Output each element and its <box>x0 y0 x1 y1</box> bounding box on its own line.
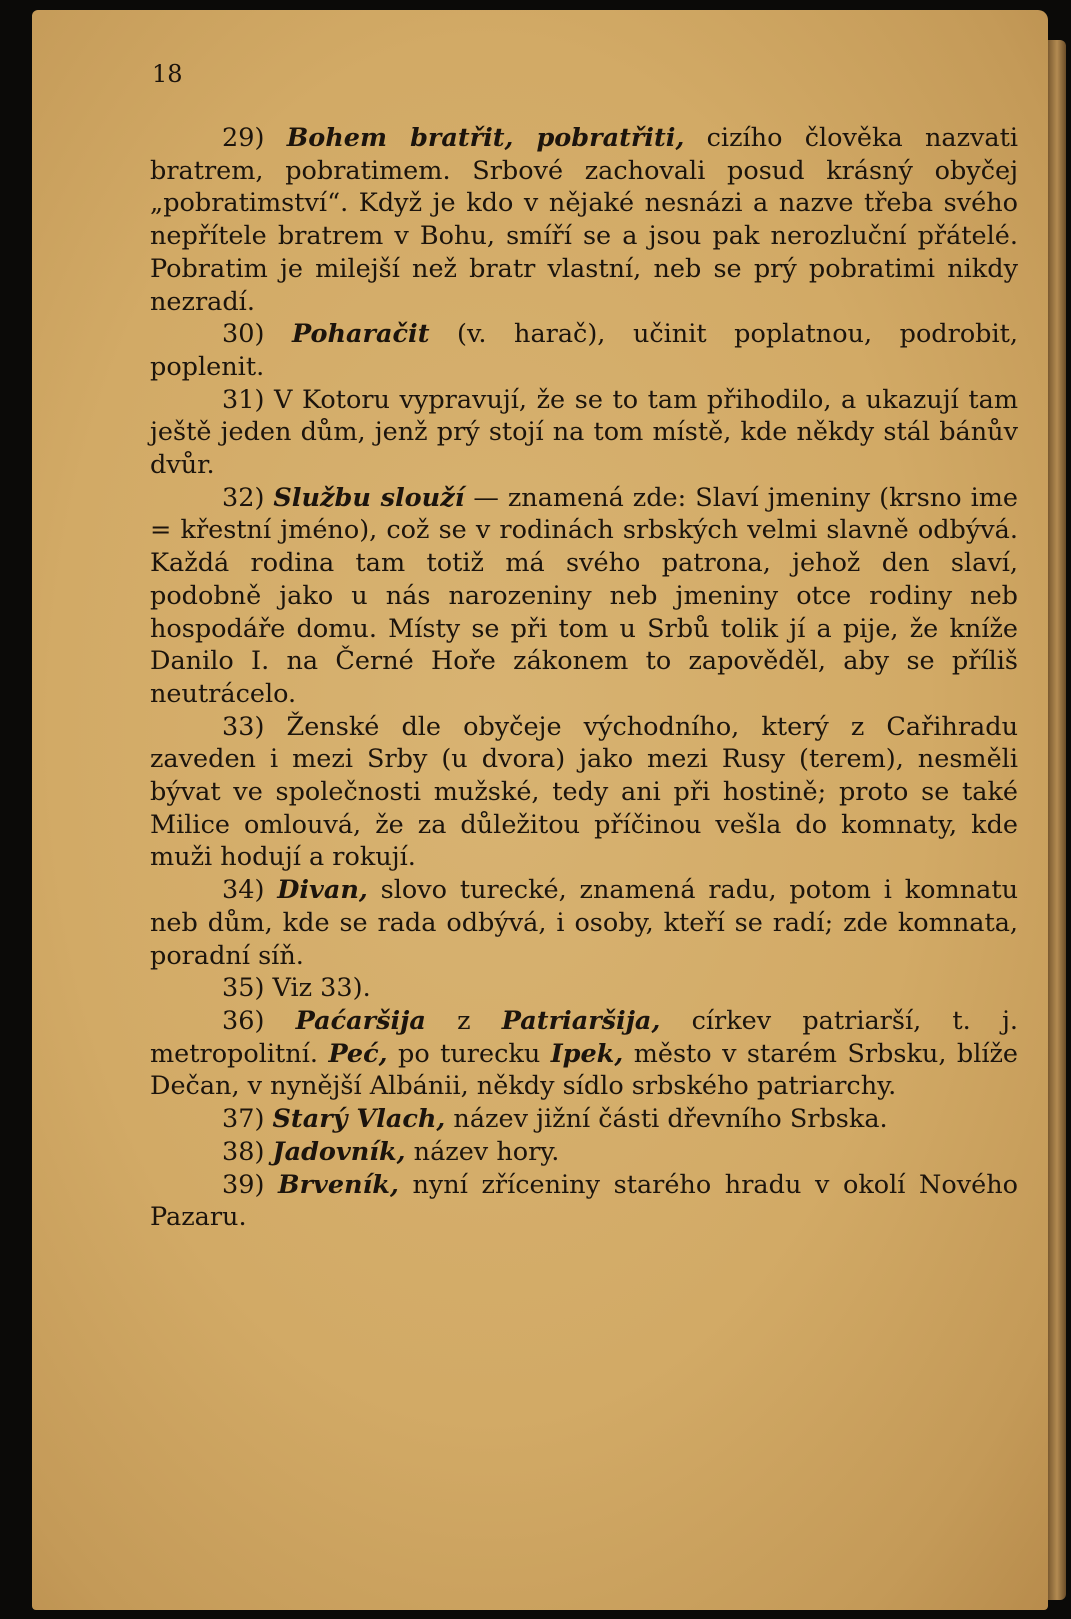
note-term: Jadovník, <box>272 1136 406 1167</box>
note-term: Službu slouží <box>273 482 465 513</box>
note-39 <box>150 1169 1018 1234</box>
note-body: po turecku <box>398 1038 541 1069</box>
note-term: Poharačit <box>291 319 430 350</box>
note-34 <box>150 874 1018 972</box>
note-29 <box>150 122 1018 318</box>
note-31 <box>150 384 1018 482</box>
note-33 <box>150 711 1018 875</box>
note-37 <box>150 1103 1018 1136</box>
note-number: 33) <box>222 711 265 742</box>
page-number: 18 <box>152 60 183 88</box>
note-body: V Kotoru vypravují, že se to tam přihodilo, a ukazují tam ještě jeden dům, jenž prý stojí na tom místě, kde někdy stál bánův dvůr. <box>150 384 1019 481</box>
note-body: město v starém Srbsku, blíže Dečan, v nynější Albánii, někdy sídlo srbského patriarchy. <box>150 1038 1019 1102</box>
note-number: 39) <box>222 1169 265 1200</box>
note-body: — znamená zde: Slaví jmeniny (krsno ime = křestní jméno), což se v rodinách srbských velmi slavně odbývá. Každá rodina tam totiž má svého patrona, jehož den slaví, podobně jako u nás narozeniny neb jmeniny otce rodiny neb hospodáře domu. Místy se při tom u Srbů tolik jí a pije, že kníže Danilo I. na Černé Hoře zákonem to zapověděl, aby se příliš neutrácelo. <box>150 482 1019 709</box>
note-term: Paćaršija <box>295 1005 426 1036</box>
book-page <box>32 10 1048 1610</box>
note-body: slovo turecké, znamená radu, potom i komnatu neb dům, kde se rada odbývá, i osoby, kteří se radí; zde komnata, poradní síň. <box>150 875 1019 971</box>
note-number: 30) <box>222 319 265 350</box>
note-number: 37) <box>222 1104 265 1135</box>
note-body: církev patriarší, t. j. metropolitní. <box>150 1005 1019 1069</box>
note-body: nyní zříceniny starého hradu v okolí Nového Pazaru. <box>150 1169 1018 1233</box>
note-body: cizího člověka nazvati bratrem, pobratimem. Srbové zachovali posud krásný obyčej „pobratimství“. Když je kdo v nějaké nesnázi a nazve třeba svého nepřítele bratrem v Bohu, smíří se a jsou pak nerozluční přátelé. Pobratim je milejší než bratr vlastní, neb se prý pobratimi nikdy nezradí. <box>150 123 1019 317</box>
note-30 <box>150 318 1018 383</box>
note-body: název hory. <box>413 1136 560 1167</box>
note-number: 38) <box>222 1136 265 1167</box>
note-term: Ipek, <box>550 1038 624 1069</box>
note-term: Peć, <box>328 1038 388 1069</box>
notes-text <box>150 122 1018 1234</box>
note-number: 29) <box>222 123 265 153</box>
note-body: z <box>457 1005 471 1036</box>
note-body: název jižní části dřevního Srbska. <box>453 1104 888 1135</box>
note-35 <box>150 972 1018 1005</box>
note-38 <box>150 1136 1018 1169</box>
note-number: 31) <box>222 384 265 415</box>
note-term: Bohem bratřit, pobratřiti, <box>286 123 685 153</box>
note-body: Ženské dle obyčeje východního, který z Cařihradu zaveden i mezi Srby (u dvora) jako mezi Rusy (terem), nesměli bývat ve společnosti mužské, tedy ani při hostině; proto se také Milice omlouvá, že za důležitou příčinou vešla do komnaty, kde muži hodují a rokují. <box>150 711 1018 873</box>
note-body: Viz 33). <box>272 973 371 1004</box>
note-body: (v. harač), učinit poplatnou, podrobit, poplenit. <box>150 319 1019 382</box>
note-number: 35) <box>222 973 265 1004</box>
note-term: Starý Vlach, <box>272 1104 446 1135</box>
book-page-edge <box>1048 40 1066 1600</box>
note-number: 34) <box>222 875 265 906</box>
note-term: Divan, <box>277 875 368 906</box>
note-36 <box>150 1005 1018 1103</box>
note-32 <box>150 482 1018 711</box>
note-number: 36) <box>222 1005 265 1036</box>
note-number: 32) <box>222 482 265 513</box>
note-term: Brveník, <box>278 1169 399 1200</box>
note-term: Patriaršija, <box>501 1005 661 1036</box>
